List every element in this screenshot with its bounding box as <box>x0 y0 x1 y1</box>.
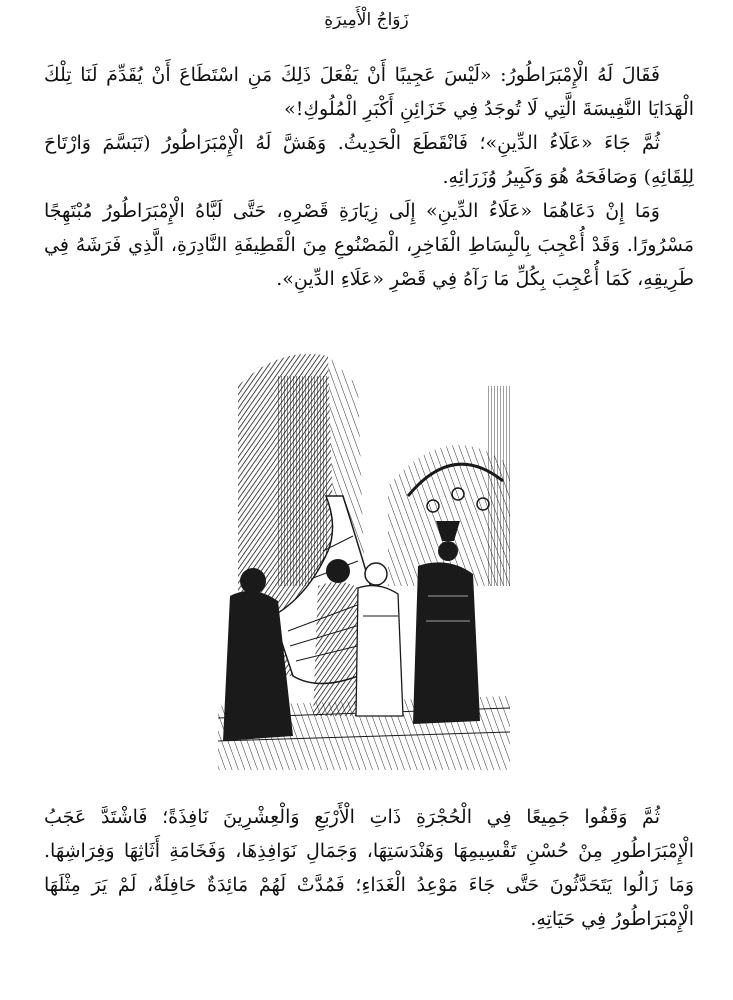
paragraph: ثُمَّ جَاءَ «عَلَاءُ الدِّينِ»؛ فَانْقَطَعَ الْحَدِيثُ. وَهَشَّ لَهُ الْإِمْبَرَاطُورُ (تَبَسَّمَ وَارْتَاحَ لِلِقَائِهِ) وَصَافَحَهُ هُوَ وَكَبِيرُ وُزَرَائِهِ. <box>44 132 694 188</box>
engraving-figures-with-carpet-icon <box>218 346 510 770</box>
paragraph: وَمَا إِنْ دَعَاهُمَا «عَلَاءُ الدِّينِ» إِلَى زِيَارَةِ قَصْرِهِ، حَتَّى لَبَّاهُ الْإِمْبَرَاطُورُ مُبْتَهِجًا مَسْرُورًا. وَقَدْ أُعْجِبَ بِالْبِسَاطِ الْفَاخِرِ، الْمَصْنُوعِ مِنَ الْقَطِيفَةِ النَّادِرَةِ، الَّذِي فَرَشَهُ فِي طَرِيقِهِ، كَمَا أُعْجِبَ بِكُلِّ مَا رَآهُ فِي قَصْرِ «عَلَاءِ الدِّينِ». <box>44 200 694 290</box>
page-title: زَوَاجُ الْأَمِيرَةِ <box>324 10 409 30</box>
paragraph: ثُمَّ وَقَفُوا جَمِيعًا فِي الْحُجْرَةِ ذَاتِ الْأَرْبَعِ وَالْعِشْرِينَ نَافِذَةً؛ فَاشْتَدَّ عَجَبُ الْإِمْبَرَاطُورِ مِنْ حُسْنِ تَقْسِيمِهَا وَهَنْدَسَتِهَا، وَجَمَالِ نَوَافِذِهَا، وَفَخَامَةِ أَثَاثِهَا وَفِرَاشِهَا. وَمَا زَالُوا يَتَحَدَّثُونَ حَتَّى جَاءَ مَوْعِدُ الْغَدَاءِ؛ فَمُدَّتْ لَهُمْ مَائِدَةٌ حَافِلَةٌ، لَمْ يَرَ مِثْلَهَا الْإِمْبَرَاطُورُ فِي حَيَاتِهِ. <box>44 806 694 930</box>
page-header <box>0 8 733 32</box>
illustration <box>218 346 510 770</box>
text-block-top <box>44 58 694 296</box>
paragraph: فَقَالَ لَهُ الْإِمْبَرَاطُورُ: «لَيْسَ عَجِيبًا أَنْ يَفْعَلَ ذَلِكَ مَنِ اسْتَطَاعَ أَنْ يُقَدِّمَ لَنَا تِلْكَ الْهَدَايَا النَّفِيسَةَ الَّتِي لَا تُوجَدُ فِي خَزَائِنِ أَكْبَرِ الْمُلُوكِ!» <box>44 64 694 120</box>
text-block-bottom <box>44 800 694 936</box>
